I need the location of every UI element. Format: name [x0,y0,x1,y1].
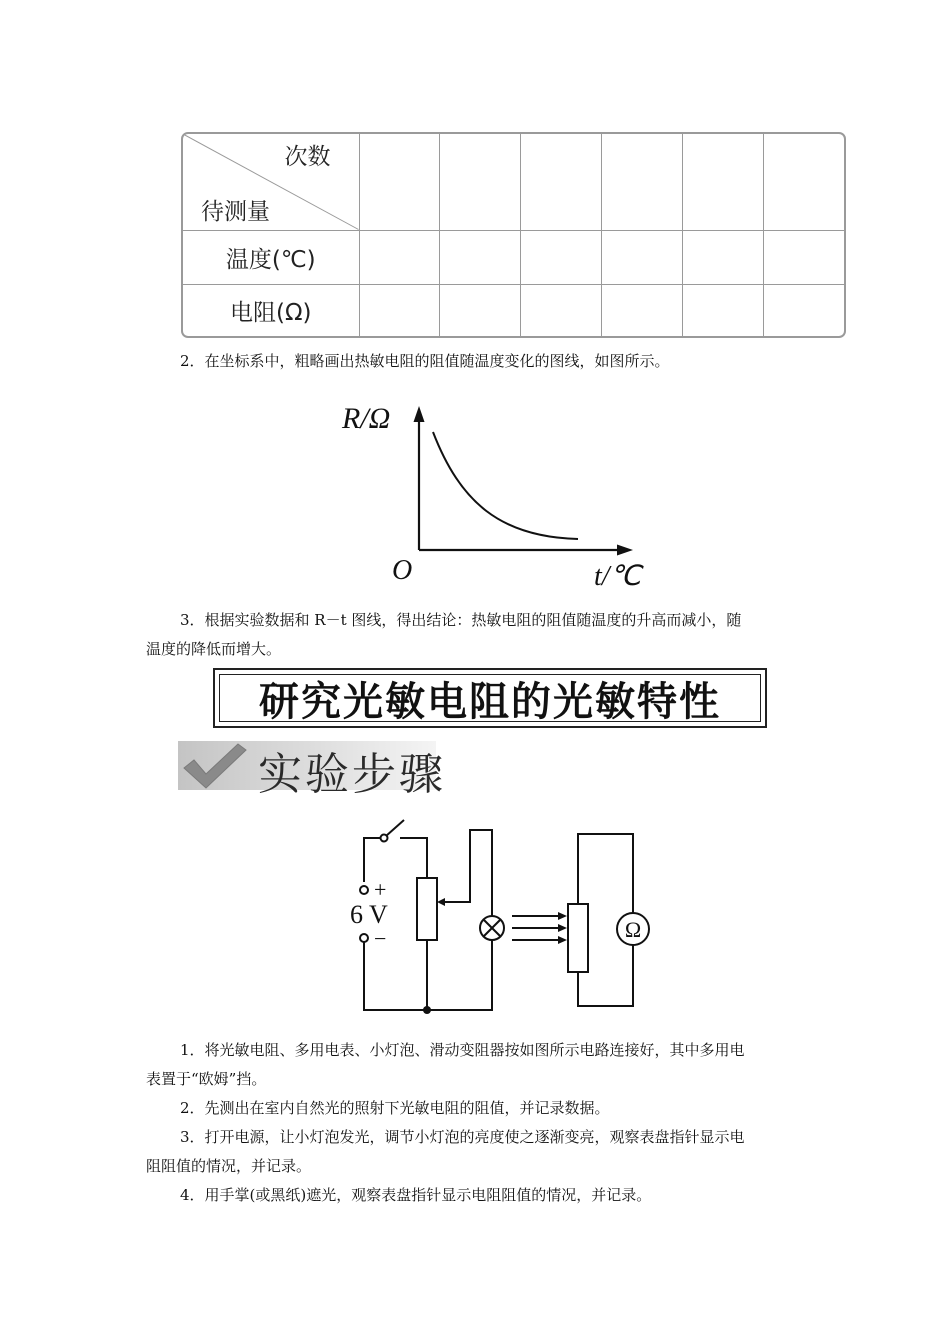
step-3-line: 阻阻值的情况，并记录。 [146,1157,312,1175]
section-title: 研究光敏电阻的光敏特性 [259,678,721,725]
table-cell [440,134,521,230]
photoresistor [568,904,588,972]
minus-sign: − [374,926,387,951]
table-cell [763,284,844,336]
wire-switch-rheostat [400,838,427,878]
table-cell [359,284,440,336]
row-label-resistance: 电阻(Ω) [183,284,359,336]
header-quantity-label: 待测量 [201,198,270,225]
origin-label: O [392,555,413,586]
wire-right-top [578,834,633,913]
table-row [183,230,844,284]
steps-list [146,1036,745,1210]
table-row [183,284,844,336]
step-2-line: 2．先测出在室内自然光的照射下光敏电阻的阻值，并记录数据。 [180,1099,610,1117]
x-axis-arrow [617,545,633,556]
table-cell [601,284,682,336]
ohm-symbol: Ω [624,917,642,942]
slider-arrow [437,898,445,906]
circuit-diagram [338,800,660,1022]
header-count-label: 次数 [284,144,331,170]
measurement-table [181,132,846,338]
table-cell [682,230,763,284]
wire-slider [442,830,492,916]
table-diagonal-header-cell [183,134,359,230]
step-4-line: 4．用手掌(或黑纸)遮光，观察表盘指针显示电阻阻值的情况，并记录。 [180,1186,652,1204]
light-ray-arrow [558,924,567,932]
positive-terminal [360,886,368,894]
step-1-line: 1．将光敏电阻、多用电表、小灯泡、滑动变阻器按如图所示电路连接好，其中多用电 [180,1041,745,1059]
item-3-line: 3．根据实验数据和 R－t 图线，得出结论：热敏电阻的阻值随温度的升高而减小，随 [180,611,742,629]
item-2-paragraph [180,347,670,376]
table-cell [440,230,521,284]
table-cell [521,134,602,230]
resistance-temperature-graph [320,382,665,592]
y-axis-label: R/Ω [342,402,391,435]
light-ray-arrow [558,912,567,920]
table-cell [601,134,682,230]
table-cell [359,134,440,230]
table-cell [440,284,521,336]
step-1-line: 表置于“欧姆”挡。 [146,1070,267,1088]
light-ray-arrow [558,936,567,944]
steps-heading-text: 实验步骤 [258,749,446,800]
item-3-paragraph [146,606,741,664]
table-cell [521,230,602,284]
voltage-label: 6 V [350,900,388,929]
table-cell [682,284,763,336]
table-cell [601,230,682,284]
table-cell [521,284,602,336]
table-cell [359,230,440,284]
item-2-text: 2．在坐标系中，粗略画出热敏电阻的阻值随温度变化的图线，如图所示。 [180,352,670,370]
section-title-banner [213,668,767,728]
table-cell [682,134,763,230]
step-3-line: 3．打开电源，让小灯泡发光，调节小灯泡的亮度使之逐渐变亮，观察表盘指针显示电 [180,1128,745,1146]
section-title-frame [219,674,761,725]
table-header-row [183,134,844,230]
plus-sign: + [374,877,387,902]
negative-terminal [360,934,368,942]
wire-source-top [364,838,381,882]
switch-blade [386,820,404,836]
junction-dot [423,1006,431,1014]
rheostat [417,878,437,940]
y-axis-arrow [414,406,425,422]
table-cell [763,230,844,284]
checkmark-icon [180,738,250,792]
x-axis-label: t/℃ [594,561,642,592]
resistance-curve [433,432,578,539]
steps-heading [178,738,468,800]
item-3-line: 温度的降低而增大。 [146,640,282,658]
row-label-temperature: 温度(℃) [183,230,359,284]
table-cell [763,134,844,230]
